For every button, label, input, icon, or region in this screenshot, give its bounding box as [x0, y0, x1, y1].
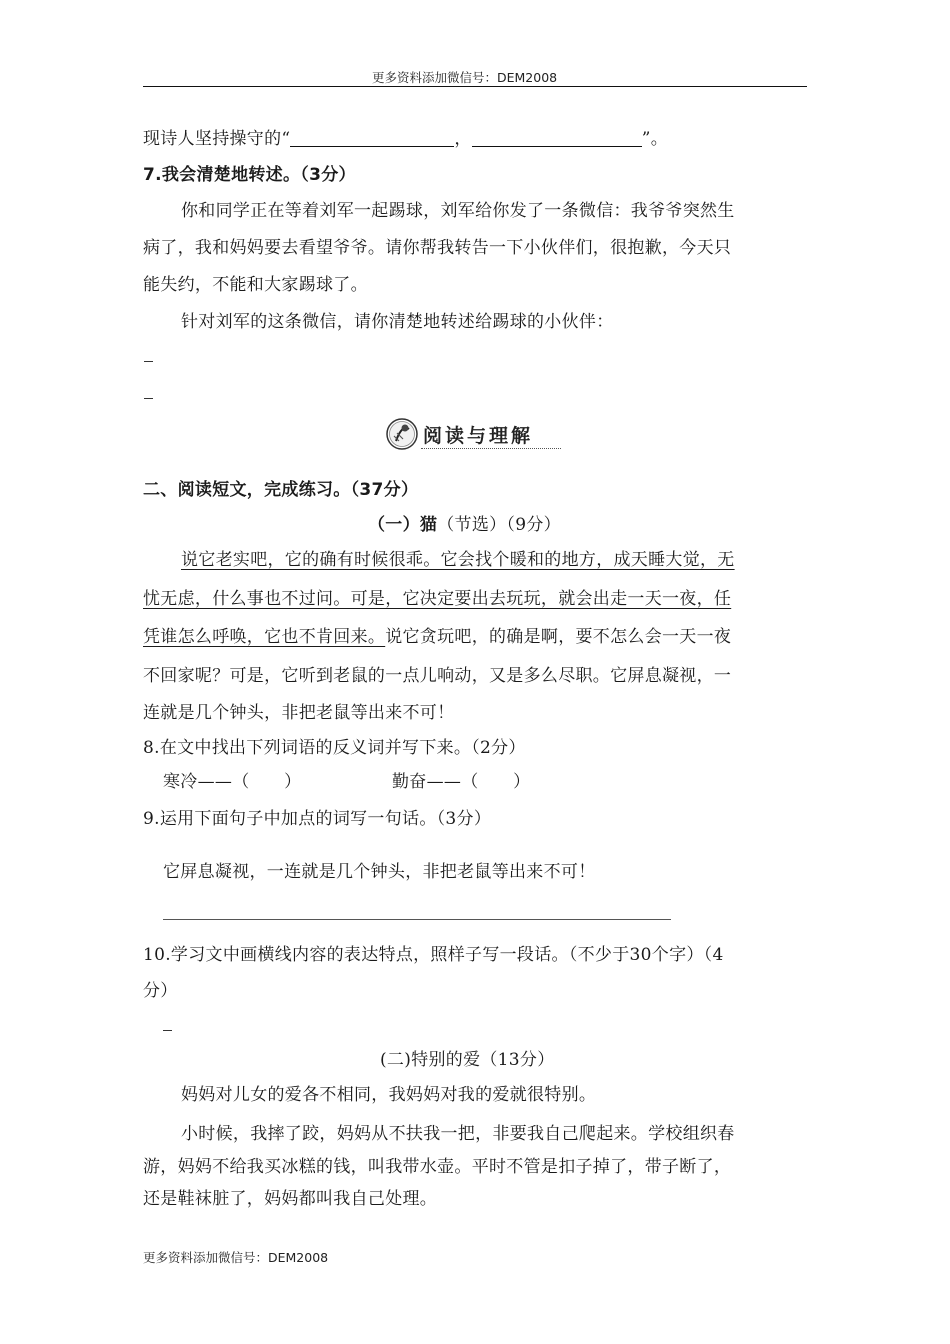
q9-title: 9.运用下面句子中加点的词写一句话。（3分） [143, 809, 492, 829]
passage2-para2-line1: 小时候，我摔了跤，妈妈从不扶我一把，非要我自己爬起来。学校组织春 [181, 1124, 735, 1144]
answer-dash[interactable] [144, 361, 153, 362]
answer-dash[interactable] [163, 1030, 172, 1031]
passage1-line3-rest: 说它贪玩吧，的确是啊，要不怎么会一天一夜 [385, 627, 732, 647]
q6-comma: ， [454, 129, 472, 149]
passage2-para1: 妈妈对儿女的爱各不相同，我妈妈对我的爱就很特别。 [181, 1085, 597, 1105]
section-banner [385, 417, 565, 451]
q10-line1: 10.学习文中画横线内容的表达特点，照样子写一段话。（不少于30个字）（4 [143, 945, 724, 965]
reading-icon [385, 417, 419, 451]
passage1-line3 [143, 626, 731, 648]
page-header: 更多资料添加微信号：DEM2008 [372, 70, 558, 85]
q8-item-1[interactable]: 寒冷——（ ） [163, 772, 302, 792]
q6-tail-line [143, 128, 668, 150]
q6-blank-2[interactable] [472, 130, 642, 147]
q6-suffix: ”。 [641, 129, 668, 149]
passage1-title [368, 514, 561, 536]
q9-sentence: 它屏息凝视，一连就是几个钟头，非把老鼠等出来不可！ [163, 862, 596, 882]
q6-blank-1[interactable] [290, 130, 454, 147]
q7-para1-line3: 能失约，不能和大家踢球了。 [143, 275, 368, 295]
q7-title: 7.我会清楚地转述。（3分） [143, 165, 356, 185]
passage1-line2: 忧无虑，什么事也不过问。可是，它决定要出去玩玩，就会出走一天一夜，任 [143, 589, 732, 609]
part2-title: 二、阅读短文，完成练习。（37分） [143, 480, 419, 500]
passage1-title-num: （一） [368, 515, 420, 535]
passage1-line4: 不回家呢？可是，它听到老鼠的一点儿响动，又是多么尽职。它屏息凝视，一 [143, 666, 732, 686]
passage2-title: (二)特别的爱（13分） [380, 1050, 555, 1070]
q7-para1-line1: 你和同学正在等着刘军一起踢球，刘军给你发了一条微信：我爷爷突然生 [181, 201, 735, 221]
banner-title: 阅读与理解 [423, 425, 534, 447]
q9-answer-line[interactable] [163, 919, 671, 920]
passage1-title-note: （节选）（9分） [437, 515, 561, 535]
header-rule [143, 86, 807, 87]
page-footer: 更多资料添加微信号：DEM2008 [143, 1250, 329, 1265]
passage2-para2-line2: 游，妈妈不给我买冰糕的钱，叫我带水壶。平时不管是扣子掉了，带子断了， [143, 1157, 732, 1177]
q7-para1-line2: 病了，我和妈妈要去看望爷爷。请你帮我转告一下小伙伴们，很抱歉，今天只 [143, 238, 732, 258]
passage1-line1: 说它老实吧，它的确有时候很乖。它会找个暖和的地方，成天睡大觉，无 [181, 550, 735, 570]
answer-dash[interactable] [144, 398, 153, 399]
passage2-para2-line3: 还是鞋袜脏了，妈妈都叫我自己处理。 [143, 1189, 438, 1209]
banner-dotted-line [421, 448, 561, 449]
q8-item-2[interactable]: 勤奋——（ ） [392, 772, 531, 792]
q8-title: 8.在文中找出下列词语的反义词并写下来。（2分） [143, 738, 526, 758]
passage1-title-main: 猫 [419, 515, 438, 535]
passage1-line3-underlined: 凭谁怎么呼唤，它也不肯回来。 [143, 627, 386, 647]
q10-line2: 分） [143, 981, 178, 1001]
q6-prefix: 现诗人坚持操守的“ [143, 129, 291, 149]
q7-para2: 针对刘军的这条微信，请你清楚地转述给踢球的小伙伴： [181, 312, 614, 332]
passage1-line5: 连就是几个钟头，非把老鼠等出来不可！ [143, 703, 455, 723]
